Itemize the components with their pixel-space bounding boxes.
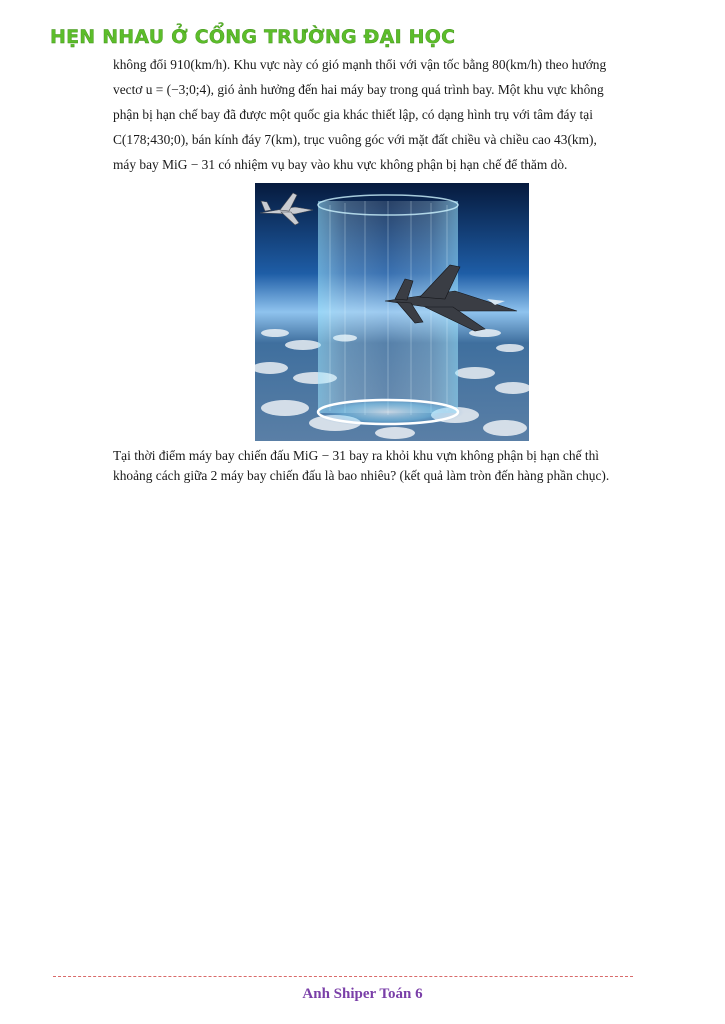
problem-line: máy bay MiG − 31 có nhiệm vụ bay vào khu vực không phận bị hạn chế để thăm dò. — [113, 157, 568, 172]
page-header-title: HẸN NHAU Ở CỔNG TRƯỜNG ĐẠI HỌC — [50, 26, 456, 48]
problem-line: phận bị hạn chế bay đã được một quốc gia khác thiết lập, có dạng hình trụ với tâm đáy tại — [113, 107, 593, 122]
problem-line: C(178;430;0), bán kính đáy 7(km), trục vuông góc với mặt đất chiều và chiều cao 43(km), — [113, 132, 597, 147]
problem-line: không đổi 910(km/h). Khu vực này có gió mạnh thổi với vận tốc bằng 80(km/h) theo hướng — [113, 57, 607, 72]
footer-divider — [53, 976, 633, 977]
problem-text — [113, 52, 673, 177]
question-line: khoảng cách giữa 2 máy bay chiến đấu là bao nhiêu? (kết quả làm tròn đến hàng phần chục). — [113, 468, 610, 483]
fighter-jets-illustration — [255, 183, 529, 441]
problem-line: vectơ u = (−3;0;4), gió ảnh hưởng đến hai máy bay trong quá trình bay. Một khu vực không — [113, 82, 604, 97]
footer-author: Anh Shiper Toán 6 — [302, 986, 423, 1002]
question-text — [113, 446, 673, 486]
question-line: Tại thời điểm máy bay chiến đấu MiG − 31 bay ra khỏi khu vựn không phận bị hạn chế thì — [113, 448, 599, 463]
